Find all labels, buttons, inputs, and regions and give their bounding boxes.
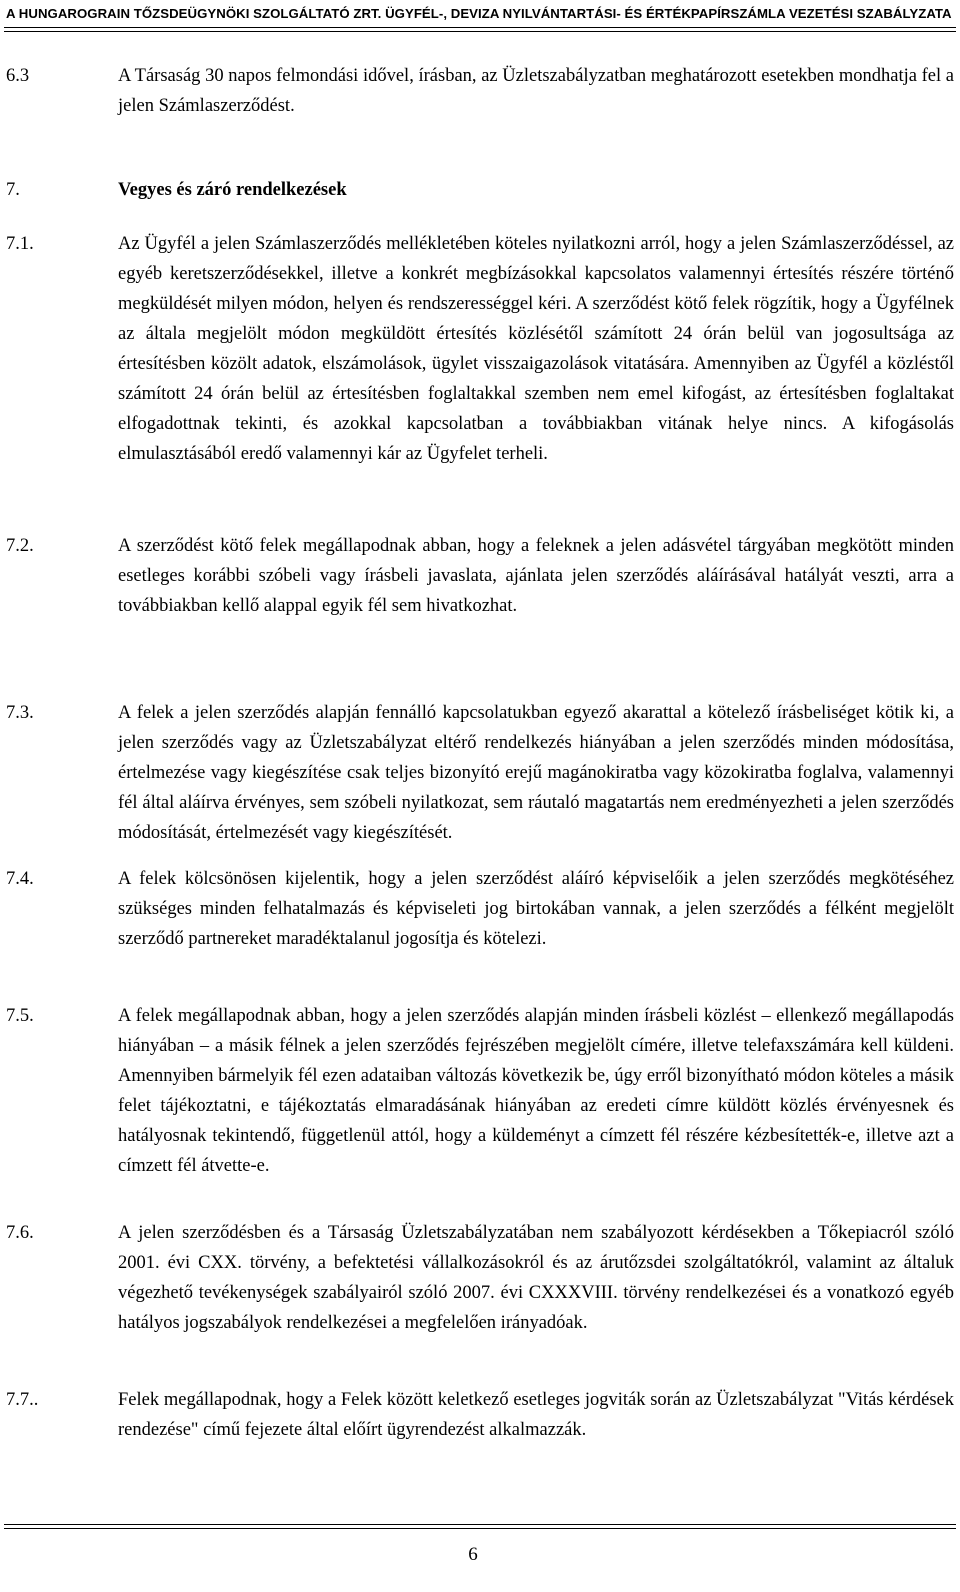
section-number: 6.3 [6,66,30,86]
section-7-7 [6,1385,954,1445]
header-rule-bottom [4,31,956,32]
section-7-1 [6,229,954,469]
document-header: A HUNGAROGRAIN TŐZSDEÜGYNÖKI SZOLGÁLTATÓ ZRT. ÜGYFÉL-, DEVIZA NYILVÁNTARTÁSI- ÉS ÉRTÉKPAPÍRSZÁMLA VEZETÉSI SZABÁLYZATA [6,6,952,21]
section-text: Az Ügyfél a jelen Számlaszerződés mellékletében köteles nyilatkozni arról, hogy a jelen Számlaszerződéssel, az egyéb keretszerződésekkel, illetve a konkrét megbízásokkal kapcsolatos valamennyi értesítés részére történő megküldését milyen módon, helyen és rendszerességgel kéri. A szerződést kötő felek rögzítik, hogy a Ügyfélnek az általa megjelölt módon megküldött értesítés közlésétől számított 24 órán belül van jogosultsága az értesítésben közölt adatok, elszámolások, ügylet visszaigazolások vitatására. Amennyiben az Ügyfél a közléstől számított 24 órán belül az értesítésben foglaltakkal szemben nem emel kifogást, az értesítésben foglaltakat elfogadottnak tekinti, és azokkal kapcsolatban a továbbiakban vitának helye nincs. A kifogásolás elmulasztásából eredő valamennyi kár az Ügyfelet terheli. [118,234,954,464]
section-text: A felek kölcsönösen kijelentik, hogy a jelen szerződést aláíró képviselőik a jelen szerződés megkötéséhez szükséges minden felhatalmazás és képviseleti jog birtokában vannak, a jelen szerződés a félként megjelölt szerződő partnereket maradéktalanul jogosítja és kötelezi. [118,869,954,949]
section-number: 7.6. [6,1223,34,1243]
page-number: 6 [468,1544,478,1565]
section-number: 7.3. [6,703,34,723]
section-7-3 [6,698,954,848]
section-7-2 [6,531,954,621]
section-number: 7.2. [6,536,34,556]
section-number: 7.7.. [6,1390,39,1410]
section-text: Felek megállapodnak, hogy a Felek között keletkező esetleges jogviták során az Üzletszabályzat "Vitás kérdések rendezése" című fejezete által előírt ügyrendezést alkalmazzák. [118,1390,954,1440]
section-text: A Társaság 30 napos felmondási idővel, írásban, az Üzletszabályzatban meghatározott esetekben mondhatja fel a jelen Számlaszerződést. [118,66,954,116]
section-7-heading [6,175,954,205]
section-number: 7.1. [6,234,34,254]
section-6-3 [6,61,954,121]
section-7-5 [6,1001,954,1181]
section-text: A jelen szerződésben és a Társaság Üzletszabályzatában nem szabályozott kérdésekben a Tőkepiacról szóló 2001. évi CXX. törvény, a befektetési vállalkozásokról és az árutőzsdei szolgáltatókról, valamint az általuk végezhető tevékenységek szabályairól szóló 2007. évi CXXXVIII. törvény rendelkezései és a vonatkozó egyéb hatályos jogszabályok rendelkezései a megfelelően irányadóak. [118,1223,954,1333]
header-rule-top [4,27,956,28]
section-7-4 [6,864,954,954]
section-text: A felek a jelen szerződés alapján fennálló kapcsolatukban egyező akarattal a kötelező írásbeliséget kötik ki, a jelen szerződés vagy az Üzletszabályzat eltérő rendelkezés hiányában a jelen szerződés minden módosítása, értelmezése vagy kiegészítése csak teljes bizonyító erejű magánokiratba vagy közokiratba foglalva, valamennyi fél által aláírva érvényes, sem szóbeli nyilatkozat, sem ráutaló magatartás nem eredményezheti a jelen szerződés módosítását, értelmezését vagy kiegészítését. [118,703,954,843]
footer-rule-top [4,1524,956,1525]
section-text: A szerződést kötő felek megállapodnak abban, hogy a feleknek a jelen adásvétel tárgyában megkötött minden esetleges korábbi szóbeli vagy írásbeli javaslata, ajánlata jelen szerződés aláírásával hatályát veszti, arra a továbbiakban kellő alappal egyik fél sem hivatkozhat. [118,536,954,616]
section-heading: Vegyes és záró rendelkezések [118,180,347,200]
section-7-6 [6,1218,954,1338]
section-text: A felek megállapodnak abban, hogy a jelen szerződés alapján minden írásbeli közlést – ellenkező megállapodás hiányában – a másik félnek a jelen szerződés fejrészében megjelölt címére, illetve telefaxszámára kell küldeni. Amennyiben bármelyik fél ezen adataiban változás következik be, úgy erről bizonyítható módon köteles a másik felet tájékoztatni, e tájékoztatás elmaradásának hiányában az eredeti címre küldött közlés érvényesnek és hatályosnak tekintendő, függetlenül attól, hogy a küldeményt a címzett fél részére kézbesítették-e, illetve azt a címzett fél átvette-e. [118,1006,954,1176]
footer-rule-bottom [4,1528,956,1529]
section-number: 7.4. [6,869,34,889]
section-number: 7.5. [6,1006,34,1026]
section-number: 7. [6,180,20,200]
